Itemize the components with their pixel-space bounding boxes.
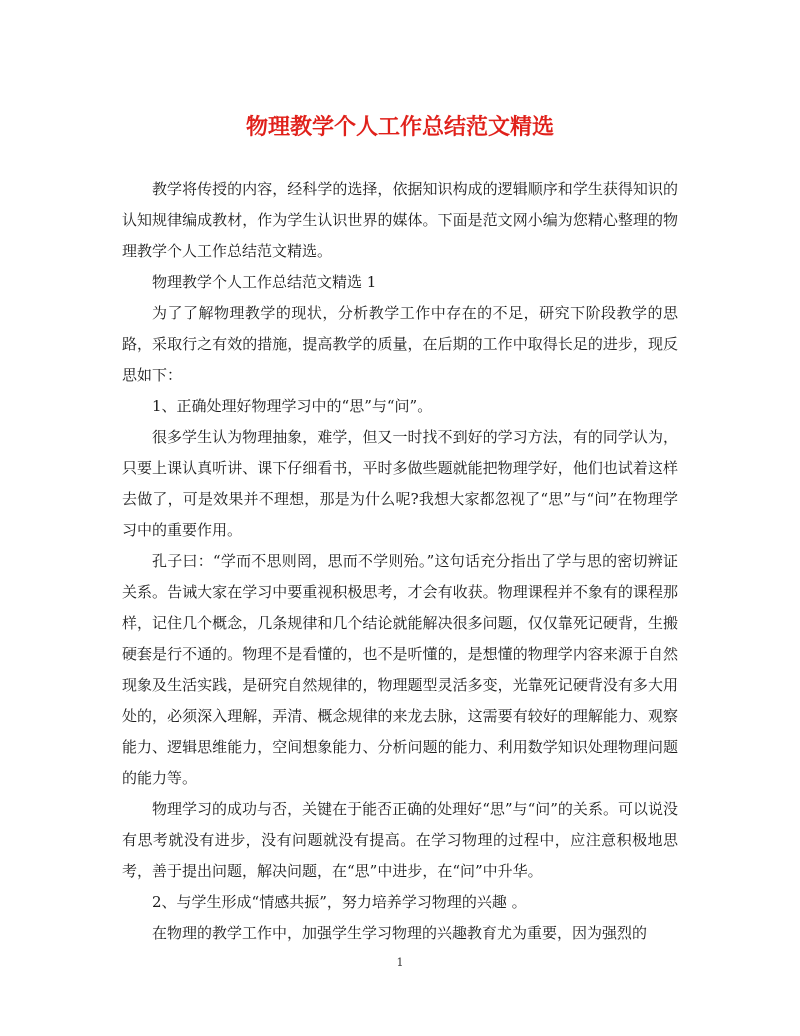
paragraph-intro: 教学将传授的内容，经科学的选择，依据知识构成的逻辑顺序和学生获得知识的认知规律编成教材，作为学生认识世界的媒体。下面是范文网小编为您精心整理的物理教学个人工作总结范文精选。 [122, 180, 678, 260]
paragraph: 物理学习的成功与否，关键在于能否正确的处理好“思”与“问”的关系。可以说没有思考就没有进步，没有问题就没有提高。在学习物理的过程中，应注意积极地思考，善于提出问题，解决问题，在“思”中进步，在“问”中升华。 [122, 800, 678, 880]
subheading-1: 1、正确处理好物理学习中的“思”与“问”。 [152, 397, 433, 415]
paragraph: 在物理的教学工作中，加强学生学习物理的兴趣教育尤为重要，因为强烈的 [152, 924, 648, 942]
section-heading-1: 物理教学个人工作总结范文精选 1 [152, 273, 377, 291]
page-number: 1 [396, 956, 404, 969]
subheading-2: 2、与学生形成“情感共振”，努力培养学习物理的兴趣 。 [152, 893, 527, 911]
paragraph: 很多学生认为物理抽象，难学，但又一时找不到好的学习方法，有的同学认为，只要上课认真听讲、课下仔细看书，平时多做些题就能把物理学好，他们也试着这样去做了，可是效果并不理想，那是为什么呢?我想大家都忽视了“思”与“问”在物理学习中的重要作用。 [122, 428, 678, 539]
document-title: 物理教学个人工作总结范文精选 [245, 114, 554, 140]
document-body [122, 174, 678, 949]
paragraph: 为了了解物理教学的现状，分析教学工作中存在的不足，研究下阶段教学的思路，采取行之有效的措施，提高教学的质量，在后期的工作中取得长足的进步，现反思如下： [122, 304, 678, 384]
paragraph: 孔子曰：“学而不思则罔，思而不学则殆。”这句话充分指出了学与思的密切辨证关系。告诫大家在学习中要重视积极思考，才会有收获。物理课程并不象有的课程那样，记住几个概念，几条规律和几个结论就能解决很多问题，仅仅靠死记硬背，生搬硬套是行不通的。物理不是看懂的，也不是听懂的，是想懂的物理学内容来源于自然现象及生活实践，是研究自然规律的，物理题型灵活多变，光靠死记硬背没有多大用处的，必须深入理解，弄清、概念规律的来龙去脉，这需要有较好的理解能力、观察能力、逻辑思维能力，空间想象能力、分析问题的能力、利用数学知识处理物理问题的能力等。 [122, 552, 678, 787]
